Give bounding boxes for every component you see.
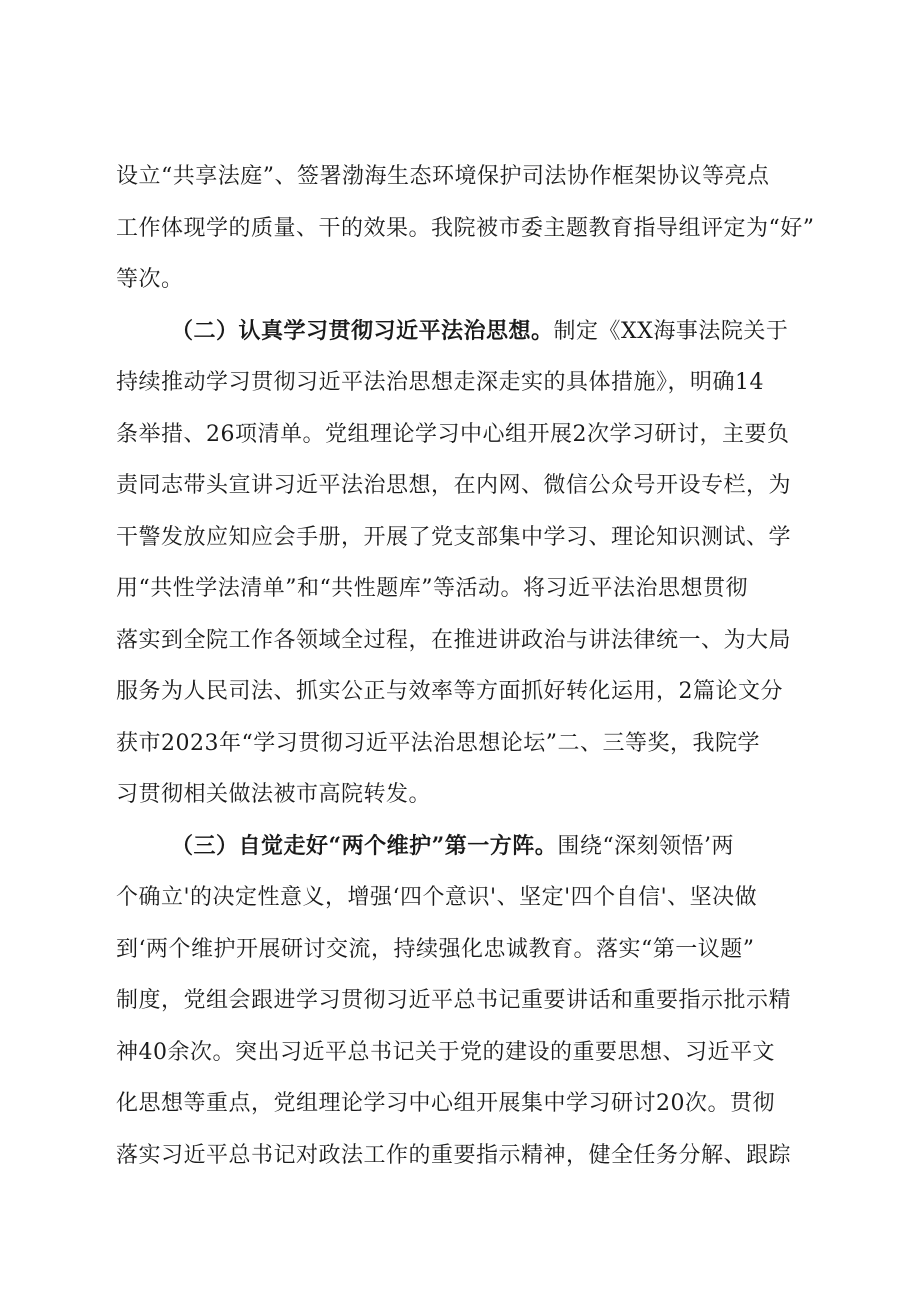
body-line: 等次。 bbox=[116, 267, 184, 292]
section-3-text: 围绕“深刻领悟’两 bbox=[557, 833, 735, 859]
body-line: 制度，党组会跟进学习贯彻习近平总书记重要讲话和重要指示批示精 bbox=[116, 988, 792, 1013]
section-3-first-line bbox=[116, 821, 822, 873]
body-line: 持续推动学习贯彻习近平法治思想走深走实的具体措施》，明确14 bbox=[116, 370, 764, 395]
body-line: 设立“共享法庭”、签署渤海生态环境保护司法协作框架协议等亮点 bbox=[116, 164, 770, 189]
body-line: 个确立'的决定性意义，增强‘四个意识'、坚定'四个自信'、坚决做 bbox=[116, 885, 758, 910]
body-line: 责同志带头宣讲习近平法治思想，在内网、微信公众号开设专栏，为 bbox=[116, 473, 792, 498]
body-line: 化思想等重点，党组理论学习中心组开展集中学习研讨20次。贯彻 bbox=[116, 1091, 775, 1116]
body-line: 到‘两个维护开展研讨交流，持续强化忠诚教育。落实“第一议题” bbox=[116, 936, 755, 962]
section-2-heading: （二）认真学习贯彻习近平法治思想。 bbox=[171, 317, 554, 344]
body-line: 获市2023年“学习贯彻习近平法治思想论坛”二、三等奖，我院学 bbox=[116, 730, 760, 756]
body-line: 用“共性学法清单”和“共性题库”等活动。将习近平法治思想贯彻 bbox=[116, 576, 748, 601]
body-line: 落实到全院工作各领域全过程，在推进讲政治与讲法律统一、为大局 bbox=[116, 627, 792, 653]
body-line: 服务为人民司法、抓实公正与效率等方面抓好转化运用，2篇论文分 bbox=[116, 679, 783, 704]
section-3-heading: （三）自觉走好“两个维护”第一方阵。 bbox=[171, 832, 558, 859]
body-line: 神40余次。突出习近平总书记关于党的建设的重要思想、习近平文 bbox=[116, 1039, 775, 1065]
body-line: 落实习近平总书记对政法工作的重要指示精神，健全任务分解、跟踪 bbox=[116, 1142, 792, 1168]
body-line: 工作体现学的质量、干的效果。我院被市委主题教育指导组评定为“好” bbox=[116, 215, 815, 241]
body-line: 习贯彻相关做法被市高院转发。 bbox=[116, 782, 432, 807]
body-line: 条举措、26项清单。党组理论学习中心组开展2次学习研讨，主要负 bbox=[116, 421, 790, 447]
section-2-first-line bbox=[116, 306, 822, 358]
document-body bbox=[116, 151, 822, 1181]
section-2-text: 制定《XX海事法院关于 bbox=[553, 318, 789, 344]
body-line: 干警发放应知应会手册，开展了党支部集中学习、理论知识测试、学 bbox=[116, 524, 792, 550]
